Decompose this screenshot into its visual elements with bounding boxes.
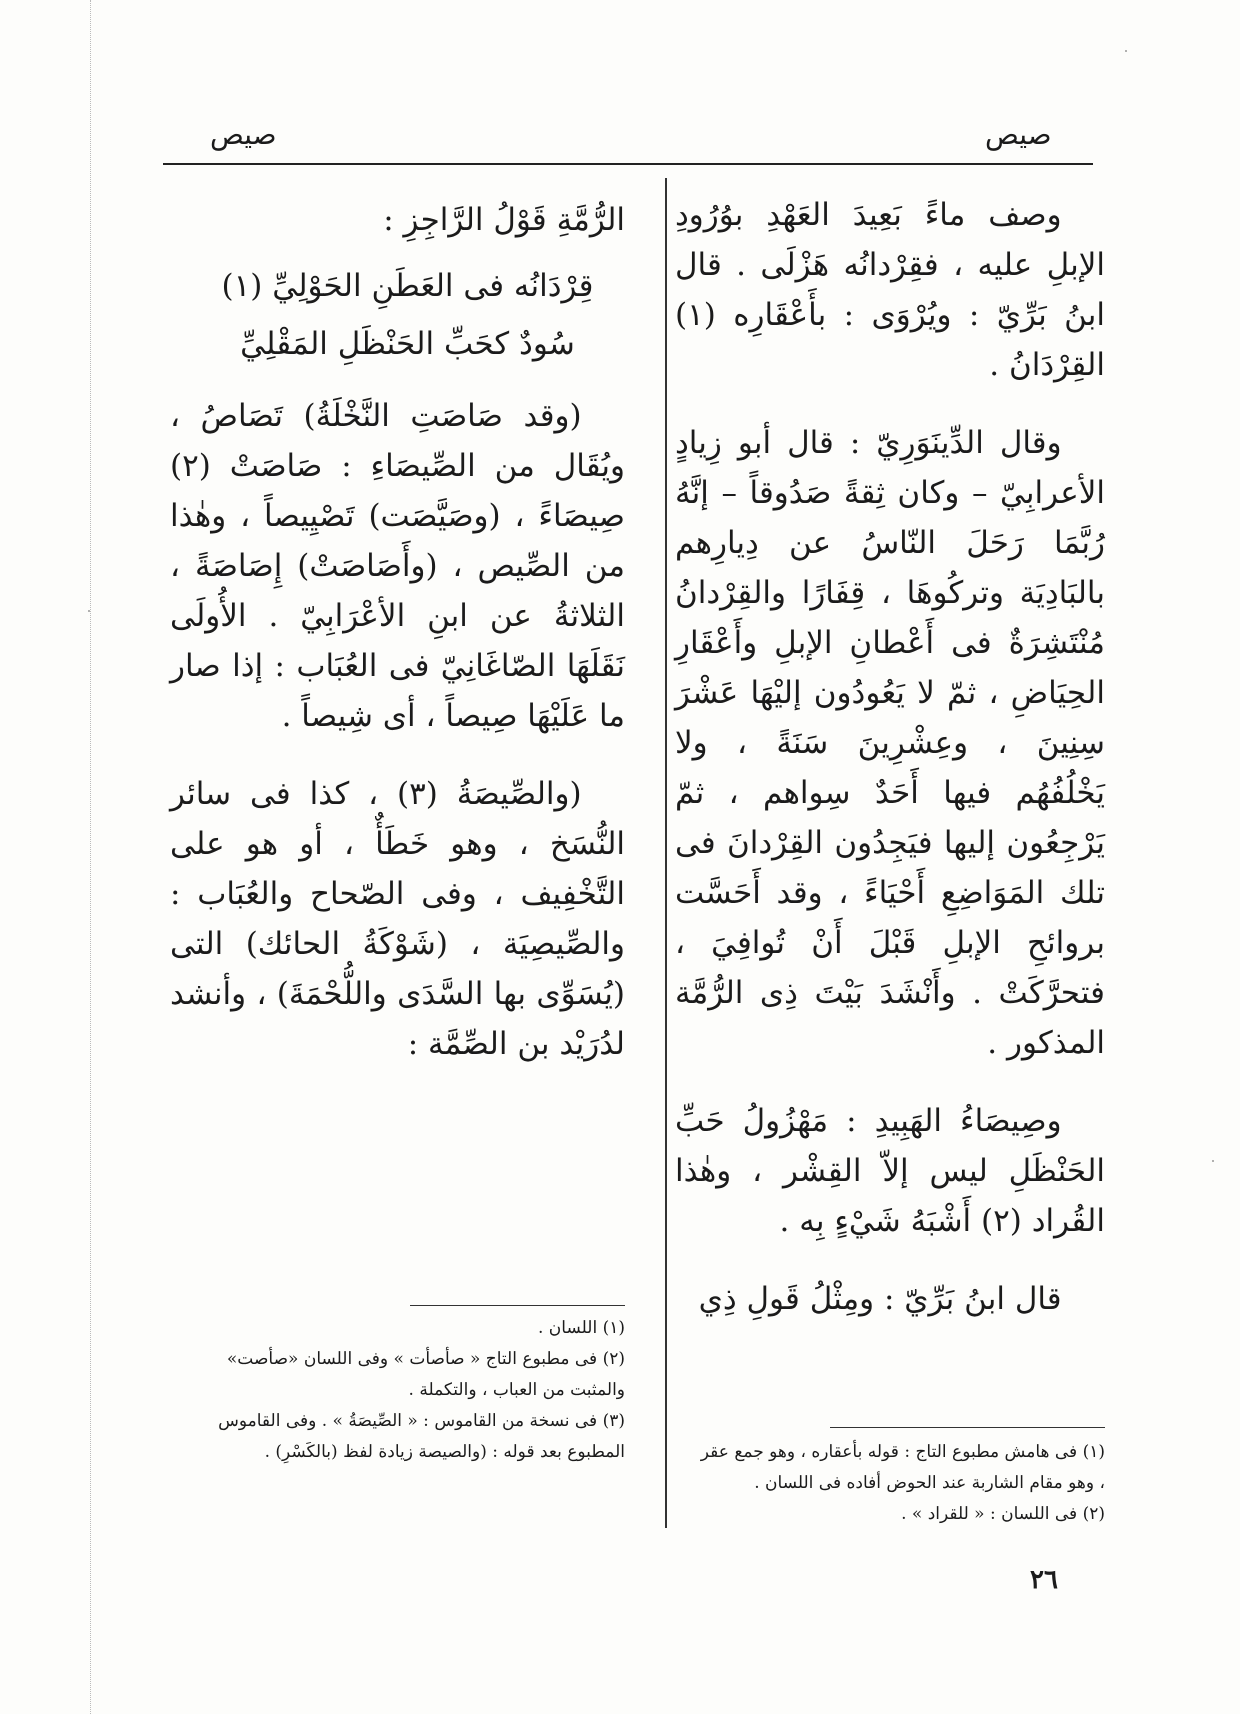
page-number: ٢٦: [1030, 1565, 1058, 1595]
running-head-left: صيص: [210, 118, 277, 151]
verse-line-1: قِرْدَانُه فى العَطَنِ الحَوْلِيِّ (١): [221, 268, 594, 304]
footnote-left-1: (١) اللسان .: [538, 1318, 625, 1338]
footnotes-right: [690, 1437, 1105, 1530]
verse-line-2: سُودٌ كحَبِّ الحَنْظَلِ المَقْلِيِّ: [240, 326, 575, 362]
header-rule: [163, 163, 1093, 165]
right-paragraph-3: وصِيصَاءُ الهَبِيدِ : مَهْزُولُ حَبِّ الحَنْظَلِ ليس إلاّ القِشْر ، وهٰذا القُراد (٢) أَشْبَهُ شَيْءٍ بِه .: [675, 1103, 1105, 1239]
right-column: [675, 190, 1105, 1324]
left-column: [170, 195, 625, 1069]
footnote-left-2: (٢) فى مطبوع التاج « صأصأت » وفى اللسان «صأصت» والمثبت من العباب ، والتكملة .: [226, 1349, 625, 1400]
right-paragraph-4: قال ابنُ بَرِّيّ : ومِثْلُ قَولِ ذِي: [698, 1281, 1062, 1317]
right-paragraph-2: وقال الدِّينَوَرِيّ : قال أبو زِيادٍ الأعرابِيّ – وكان ثِقةً صَدُوقاً – إنَّهُ رُبَّمَا رَحَلَ النّاسُ عن دِيارِهم بالبَادِيَة وتركُوهَا ، قِفَارًا والقِرْدانُ مُنْتَشِرَةٌ فى أَعْطانِ الإبلِ وأَعْقَارِ الحِيَاضِ ، ثمّ لا يَعُودُون إليْهَا عَشْرَ سِنِينَ ، وعِشْرِينَ سَنَةً ، ولا يَخْلُفُهُم فيها أَحَدٌ سِواهم ، ثمّ يَرْجِعُون إليها فيَجِدُون القِرْدانَ فى تلك المَوَاضِعِ أَحْيَاءً ، وقد أَحَسَّت بروائحِ الإبلِ قَبْلَ أَنْ تُوافِيَ ، فتحرَّكَتْ . وأَنْشَدَ بَيْتَ ذِى الرُّمَّة المذكور .: [675, 425, 1105, 1061]
left-paragraph-1: (وقد صَاصَتِ النَّخْلَةُ) تَصَاصُ ، ويُقَال من الصِّيصَاءِ : صَاصَتْ (٢) صِيصَاءً ، (وصَيَّصَت) تَصْيِيصاً ، وهٰذا من الصِّيص ، (وأَصَاصَتْ) إِصَاصَةً ، الثلاثةُ عن ابنِ الأعْرَابِيّ . الأُولَى نَقَلَهَا الصّاغَانِيّ فى العُبَاب : إذا صار ما عَلَيْهَا صِيصاً ، أى شِيصاً .: [170, 398, 625, 734]
left-intro: الرُّمَّةِ قَوْلُ الرَّاجِزِ :: [383, 202, 625, 238]
footnote-right-1: (١) فى هامش مطبوع التاج : قوله بأعقاره ، وهو جمع عقر ، وهو مقام الشاربة عند الحوض أفاده فى اللسان .: [700, 1442, 1105, 1493]
scan-edge-line: [90, 0, 91, 1714]
footnote-rule-left: [410, 1305, 625, 1306]
verse-block: [170, 257, 625, 373]
column-divider: [665, 178, 667, 1528]
footnote-right-2: (٢) فى اللسان : « للقراد » .: [901, 1504, 1105, 1524]
left-paragraph-2: (والصِّيصَةُ (٣) ، كذا فى سائر النُّسَخ ، وهو خَطَأٌ ، أو هو على التَّخْفِيف ، وفى الصّحاح والعُبَاب : والصِّيصِيَة ، (شَوْكَةُ الحائك) التى (يُسَوِّى بها السَّدَى واللُّحْمَةَ) ، وأنشد لدُرَيْد بن الصِّمَّة :: [170, 776, 625, 1062]
footnotes-left: [200, 1313, 625, 1468]
scan-speck: [1125, 50, 1127, 52]
scan-speck: [88, 610, 90, 612]
scan-speck: [1212, 1160, 1214, 1162]
right-paragraph-1: وصف ماءً بَعِيدَ العَهْدِ بوُرُودِ الإبلِ عليه ، فقِرْدانُه هَزْلَى . قال ابنُ بَرِّيّ : ويُرْوَى : بأَعْقَارِه (١) القِرْدَانُ .: [675, 197, 1105, 383]
running-head-right: صيص: [985, 118, 1052, 151]
footnote-left-3: (٣) فى نسخة من القاموس : « الصِّيصَةُ » . وفى القاموس المطبوع بعد قوله : (والصيصة زيادة لفظ (بالكَسْرِ) .: [218, 1411, 625, 1462]
footnote-rule-right: [830, 1427, 1105, 1428]
